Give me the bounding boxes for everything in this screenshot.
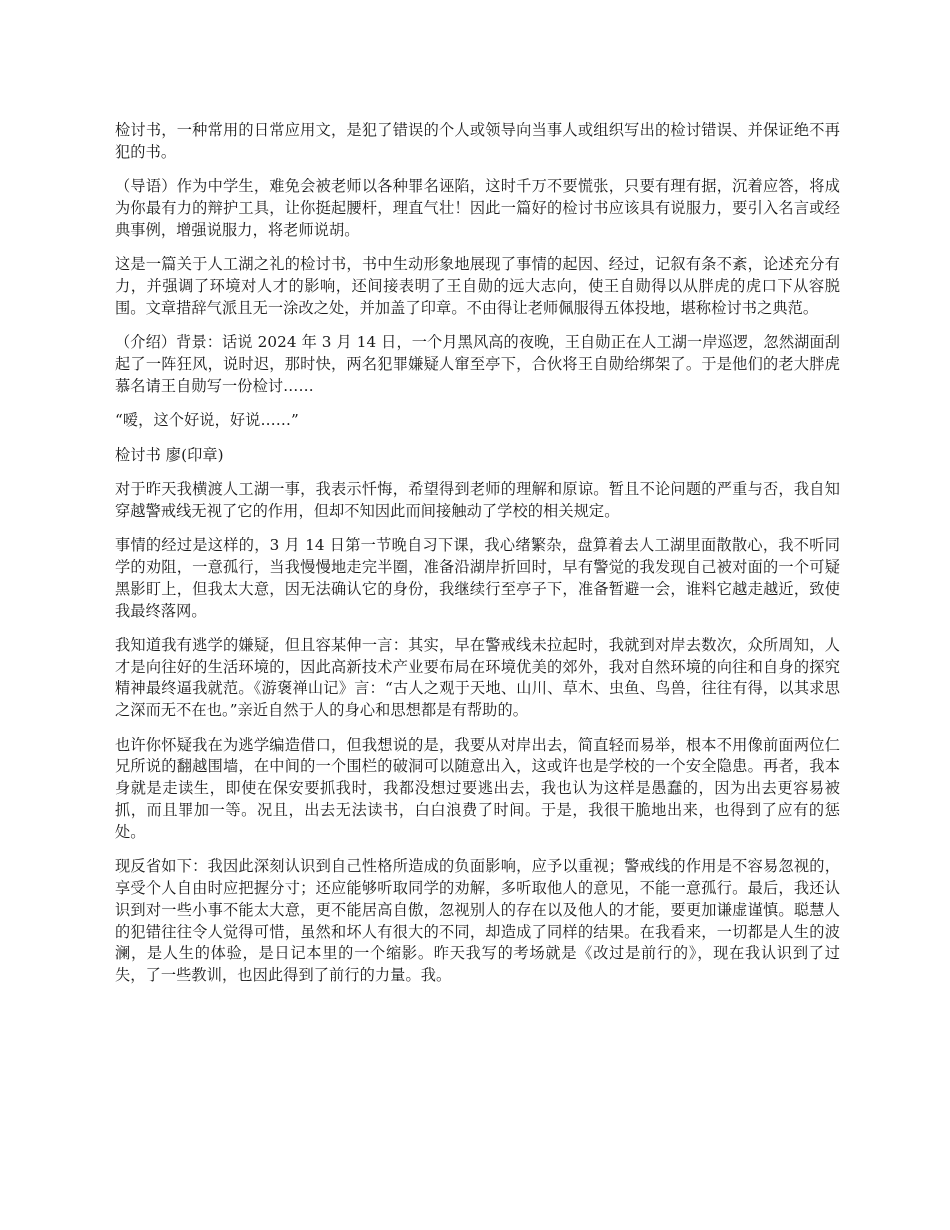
paragraph-guide: （导语）作为中学生，难免会被老师以各种罪名诬陷，这时千万不要慌张，只要有理有据，沉着应答，将成为你最有力的辩护工具，让你挺起腰杆，理直气壮！因此一篇好的检讨书应该具有说服力，要引入名言或经典事例，增强说服力，将老师说胡。	[115, 177, 840, 239]
paragraph-quote: “嗳，这个好说，好说……”	[115, 411, 299, 430]
paragraph-events: 事情的经过是这样的，3 月 14 日第一节晚自习下课，我心绪繁杂，盘算着去人工湖里面散散心，我不听同学的劝阻，一意孤行，当我慢慢地走完半圈，准备沿湖岸折回时，早有警觉的我发现自己被对面的一个可疑黑影盯上，但我太大意，因无法确认它的身份，我继续行至亭子下，准备暂避一会，谁料它越走越近，致使我最终落网。	[115, 536, 840, 620]
paragraph-reason: 我知道我有逃学的嫌疑，但且容某伸一言：其实，早在警戒线未拉起时，我就到对岸去数次，众所周知，人才是向往好的生活环境的，因此高新技术产业要布局在环境优美的郊外，我对自然环境的向往和自身的探究精神最终逼我就范。《游褒禅山记》言：“古人之观于天地、山川、草木、虫鱼、鸟兽，往往有得，以其求思之深而无不在也。”亲近自然于人的身心和思想都是有帮助的。	[115, 635, 840, 720]
letter-title: 检讨书 廖(印章)	[115, 445, 224, 464]
paragraph-background: （介绍）背景：话说 2024 年 3 月 14 日，一个月黑风高的夜晚，王自勋正在人工湖一岸巡逻，忽然湖面刮起了一阵狂风，说时迟，那时快，两名犯罪嫌疑人窜至亭下，合伙将王自勋给绑架了。于是他们的老大胖虎慕名请王自勋写一份检讨……	[115, 333, 840, 395]
paragraph-summary: 这是一篇关于人工湖之礼的检讨书，书中生动形象地展现了事情的起因、经过，记叙有条不紊，论述充分有力，并强调了环境对人才的影响，还间接表明了王自勋的远大志向，使王自勋得以从胖虎的虎口下从容脱围。文章措辞气派且无一涂改之处，并加盖了印章。不由得让老师佩服得五体投地，堪称检讨书之典范。	[115, 255, 840, 317]
paragraph-definition: 检讨书，一种常用的日常应用文，是犯了错误的个人或领导向当事人或组织写出的检讨错误、并保证绝不再犯的书。	[115, 121, 840, 161]
document-body	[115, 120, 840, 1000]
paragraph-reflection: 现反省如下：我因此深刻认识到自己性格所造成的负面影响，应予以重视；警戒线的作用是不容易忽视的，享受个人自由时应把握分寸；还应能够听取同学的劝解，多听取他人的意见，不能一意孤行。最后，我还认识到对一些小事不能太大意，更不能居高自傲，忽视别人的存在以及他人的才能，要更加谦虚谨慎。聪慧人的犯错往往令人觉得可惜，虽然和坏人有很大的不同，却造成了同样的结果。在我看来，一切都是人生的波澜，是人生的体验，是日记本里的一个缩影。昨天我写的考场就是《改过是前行的》，现在我认识到了过失，了一些教训，也因此得到了前行的力量。我。	[115, 857, 840, 985]
paragraph-apology: 对于昨天我横渡人工湖一事，我表示忏悔，希望得到老师的理解和原谅。暂且不论问题的严重与否，我自知穿越警戒线无视了它的作用，但却不知因此而间接触动了学校的相关规定。	[115, 479, 840, 520]
paragraph-defense: 也许你怀疑我在为逃学编造借口，但我想说的是，我要从对岸出去，简直轻而易举，根本不用像前面两位仁兄所说的翻越围墙，在中间的一个围栏的破洞可以随意出入，这或许也是学校的一个安全隐患。再者，我本身就是走读生，即使在保安要抓我时，我都没想过要逃出去，我也认为这样是愚蠢的，因为出去更容易被抓，而且罪加一等。况且，出去无法读书，白白浪费了时间。于是，我很干脆地出来，也得到了应有的惩处。	[115, 735, 840, 841]
